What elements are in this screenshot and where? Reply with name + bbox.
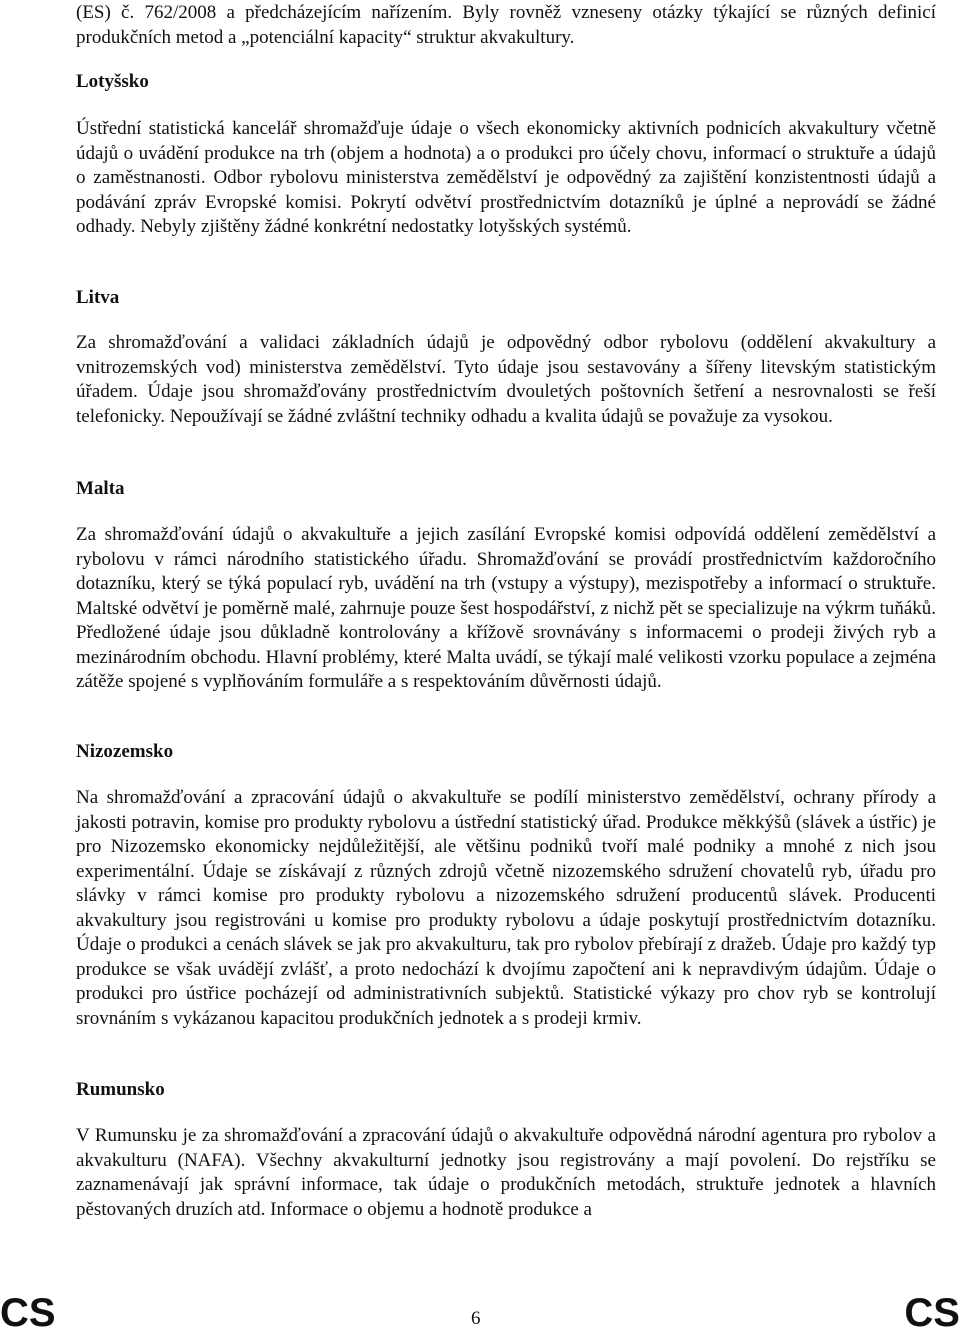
section-heading-rumunsko: Rumunsko [76,1079,165,1100]
intro-paragraph: (ES) č. 762/2008 a předcházejícím nařízením. Byly rovněž vzneseny otázky týkající se různých definicí produkčních metod a „potenciální kapacity“ struktur akvakultury. [76,2,936,48]
footer-language-code-right: CS [904,1291,960,1335]
section-heading-malta: Malta [76,478,125,499]
section-heading-lotyssko: Lotyšsko [76,71,149,92]
page-number: 6 [471,1308,481,1329]
section-heading-litva: Litva [76,287,120,308]
footer-language-code-left: CS [0,1291,56,1335]
section-body-nizozemsko: Na shromažďování a zpracování údajů o akvakultuře se podílí ministerstvo zemědělství, ochrany přírody a jakosti potravin, komise pro produkty rybolovu a ústřední statistický úřad. Produkce měkkýšů (slávek a ústřic) je pro Nizozemsko ekonomicky nejdůležitější, ale většinu podniků tvoří malé podniky a mnohé z nich jsou experimentální. Údaje se získávají z různých zdrojů včetně nizozemského sdružení chovatelů ryb, úřadu pro slávky v rámci komise pro produkty rybolovu a nizozemského sdružení producentů slávek. Producenti akvakultury jsou registrováni u komise pro produkty rybolovu a údaje poskytují prostřednictvím dotazníku. Údaje o produkci a cenách slávek se jak pro akvakulturu, tak pro rybolov přebírají z dražeb. Údaje pro každý typ produkce se však uvádějí zvlášť, a proto nedochází k dvojímu započtení ani k nepravdivým údajům. Údaje o produkci pro ústřice pocházejí od administrativních subjektů. Statistické výkazy pro chov ryb se kontrolují srovnáním s vykázanou kapacitou produkčních jednotek a s prodeji krmiv. [76,787,936,1029]
section-body-malta: Za shromažďování údajů o akvakultuře a jejich zasílání Evropské komisi odpovídá oddělení zemědělství a rybolovu v rámci národního statistického úřadu. Shromažďování se provádí prostřednictvím každoročního dotazníku, který se týká populací ryb, uvádění na trh (vstupy a výstupy), mezispotřeby a informací o struktuře. Maltské odvětví je poměrně malé, zahrnuje pouze šest hospodářství, z nichž pět se specializuje na výkrm tuňáků. Předložené údaje jsou důkladně kontrolovány a křížově srovnávány s informacemi o prodeji živých ryb a mezinárodním obchodu. Hlavní problémy, které Malta uvádí, se týkají malé velikosti vzorku populace a zejména zátěže spojené s vyplňováním formuláře a s respektováním důvěrnosti údajů. [76,524,936,692]
section-body-rumunsko: V Rumunsku je za shromažďování a zpracování údajů o akvakultuře odpovědná národní agentura pro rybolov a akvakulturu (NAFA). Všechny akvakulturní jednotky jsou registrovány a mají povolení. Do rejstříku se zaznamenávají jak správní informace, tak údaje o produkčních metodách, struktuře jednotek a hlavních pěstovaných druzích atd. Informace o objemu a hodnotě produkce a [76,1125,936,1220]
section-heading-nizozemsko: Nizozemsko [76,741,174,762]
section-body-lotyssko: Ústřední statistická kancelář shromažďuje údaje o všech ekonomicky aktivních podnicích akvakultury včetně údajů o uvádění produkce na trh (objem a hodnota) a o produkci pro účely chovu, informací o struktuře a údajů o zaměstnanosti. Odbor rybolovu ministerstva zemědělství je odpovědný za zajištění konzistentnosti údajů a podávání zpráv Evropské komisi. Pokrytí odvětví prostřednictvím dotazníků je úplné a neprovádí se žádné odhady. Nebyly zjištěny žádné konkrétní nedostatky lotyšských systémů. [76,118,936,237]
section-body-litva: Za shromažďování a validaci základních údajů je odpovědný odbor rybolovu (oddělení akvakultury a vnitrozemských vod) ministerstva zemědělství. Tyto údaje jsou sestavovány a šířeny litevským statistickým úřadem. Údaje jsou shromažďovány prostřednictvím dvouletých poštovních šetření a nesrovnalosti se řeší telefonicky. Nepoužívají se žádné zvláštní techniky odhadu a kvalita údajů se považuje za vysokou. [76,332,936,427]
